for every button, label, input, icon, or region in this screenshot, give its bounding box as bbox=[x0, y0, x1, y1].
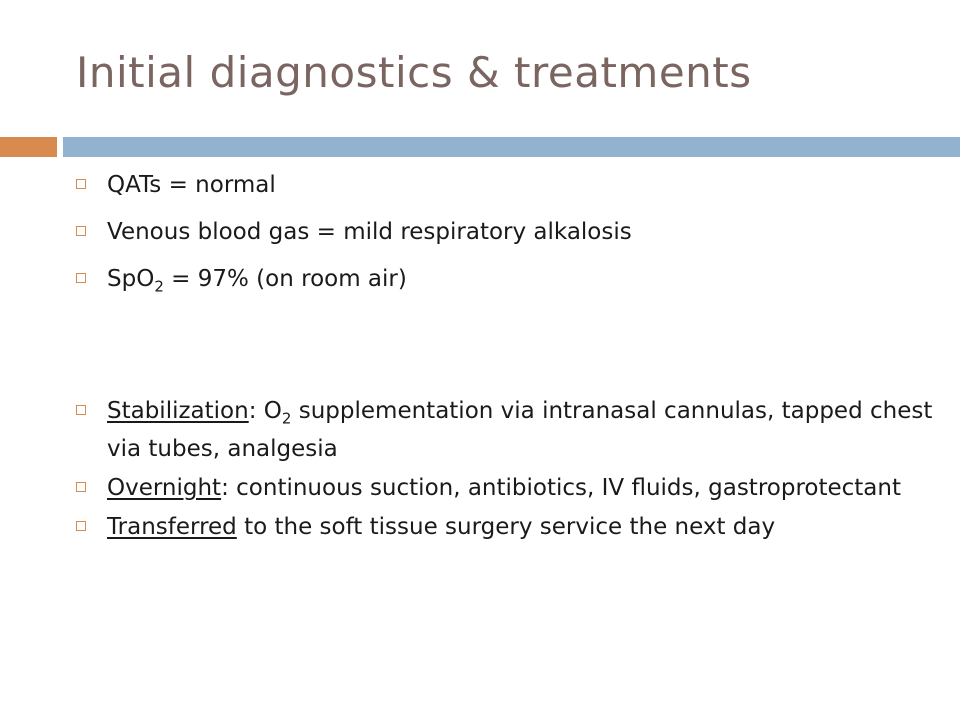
bullet-item-stabilization bbox=[76, 396, 936, 466]
bullet-item-overnight bbox=[76, 473, 936, 504]
accent-bar-right bbox=[63, 137, 960, 157]
bullet-text-post: = 97% (on room air) bbox=[163, 266, 407, 292]
bullet-text: to the soft tissue surgery service the next day bbox=[236, 514, 776, 541]
square-bullet-icon bbox=[76, 405, 86, 415]
square-bullet-icon bbox=[76, 482, 86, 492]
bullet-item-spo2 bbox=[76, 264, 936, 303]
bullet-text-pre: SpO bbox=[107, 266, 155, 292]
accent-bar-left bbox=[0, 137, 57, 157]
bullet-list bbox=[76, 170, 936, 543]
bullet-label: Transferred bbox=[107, 514, 237, 541]
square-bullet-icon bbox=[76, 226, 86, 236]
bullet-item-transferred bbox=[76, 512, 936, 543]
square-bullet-icon bbox=[76, 521, 86, 531]
bullet-label: Stabilization bbox=[107, 397, 249, 424]
bullet-text: Venous blood gas = mild respiratory alkalosis bbox=[107, 219, 632, 245]
slide-title: Initial diagnostics & treatments bbox=[76, 48, 752, 97]
bullet-item-blood-gas bbox=[76, 217, 936, 248]
bullet-text-a: : O bbox=[248, 397, 282, 424]
bullet-label: Overnight bbox=[107, 475, 222, 502]
subscript: 2 bbox=[154, 277, 164, 296]
bullet-item-qats bbox=[76, 170, 936, 201]
subscript: 2 bbox=[281, 409, 292, 428]
bullet-text: QATs = normal bbox=[107, 172, 276, 198]
square-bullet-icon bbox=[76, 273, 86, 283]
bullet-text: : continuous suction, antibiotics, IV fluids, gastroprotectant bbox=[221, 475, 901, 502]
bullet-text-b: supplementation via intranasal cannulas, tapped chest via tubes, analgesia bbox=[107, 397, 933, 463]
square-bullet-icon bbox=[76, 179, 86, 189]
